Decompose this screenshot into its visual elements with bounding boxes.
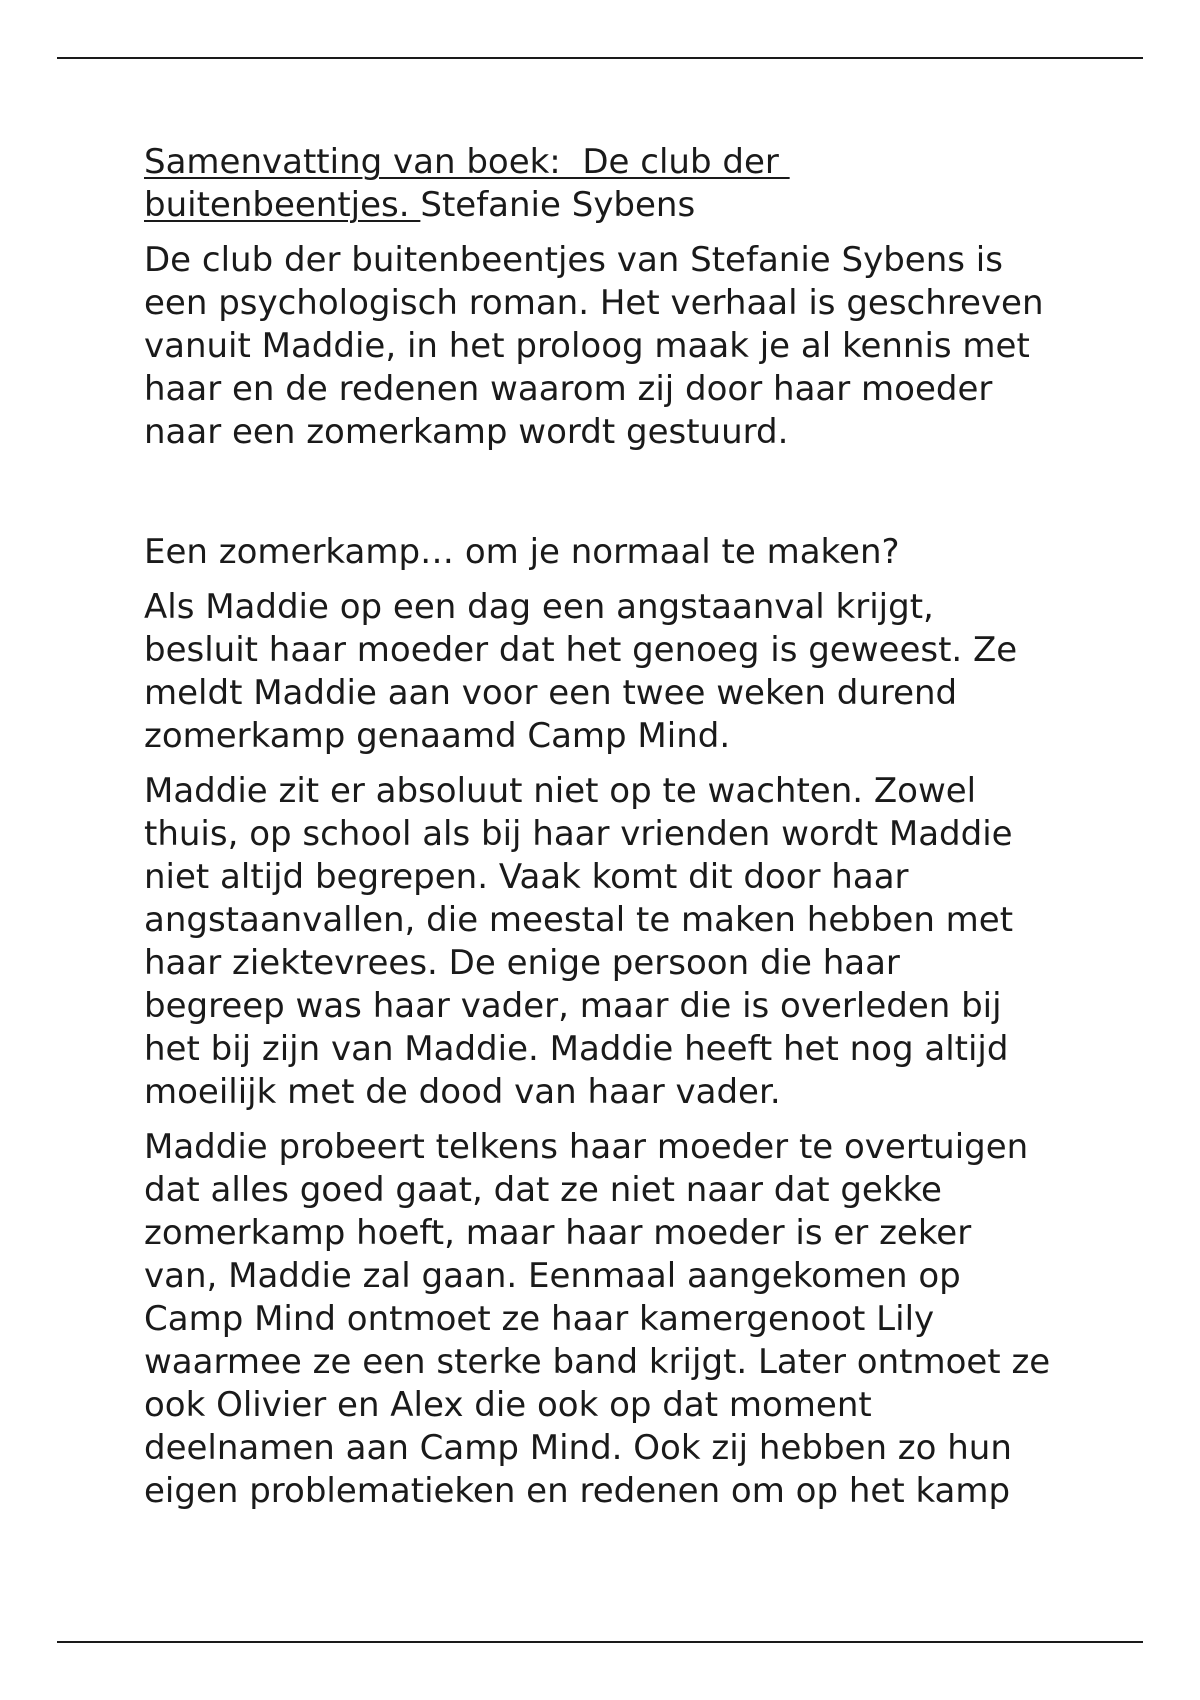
section-subheading: Een zomerkamp… om je normaal te maken? bbox=[144, 532, 900, 572]
footer-rule bbox=[57, 1641, 1143, 1643]
document-body bbox=[144, 141, 1084, 1525]
title-underlined-line-1: Samenvatting van boek: De club der bbox=[144, 142, 790, 182]
body-paragraph-3: Maddie probeert telkens haar moeder te overtuigen dat alles goed gaat, dat ze niet naar dat gekke zomerkamp hoeft, maar haar moeder is er zeker van, Maddie zal gaan. Eenmaal aangekomen op Camp Mind ontmoet ze haar kamergenoot Lily waarmee ze een sterke band krijgt. Later ontmoet ze ook Olivier en Alex die ook op dat moment deelnamen aan Camp Mind. Ook zij hebben zo hun eigen problematieken en redenen om op het kamp bbox=[144, 1127, 1051, 1511]
intro-paragraph: De club der buitenbeentjes van Stefanie Sybens is een psychologisch roman. Het verhaal is geschreven vanuit Maddie, in het proloog maak je al kennis met haar en de redenen waarom zij door haar moeder naar een zomerkamp wordt gestuurd. bbox=[144, 240, 1044, 452]
header-rule bbox=[57, 57, 1143, 59]
document-title bbox=[144, 141, 1084, 227]
body-paragraph-1: Als Maddie op een dag een angstaanval krijgt, besluit haar moeder dat het genoeg is geweest. Ze meldt Maddie aan voor een twee weken durend zomerkamp genaamd Camp Mind. bbox=[144, 587, 1018, 756]
title-author: Stefanie Sybens bbox=[420, 185, 696, 225]
body-paragraph-2: Maddie zit er absoluut niet op te wachten. Zowel thuis, op school als bij haar vrienden wordt Maddie niet altijd begrepen. Vaak komt dit door haar angstaanvallen, die meestal te maken hebben met haar ziektevrees. De enige persoon die haar begreep was haar vader, maar die is overleden bij het bij zijn van Maddie. Maddie heeft het nog altijd moeilijk met de dood van haar vader. bbox=[144, 771, 1014, 1112]
title-underlined-line-2: buitenbeentjes. bbox=[144, 185, 421, 225]
